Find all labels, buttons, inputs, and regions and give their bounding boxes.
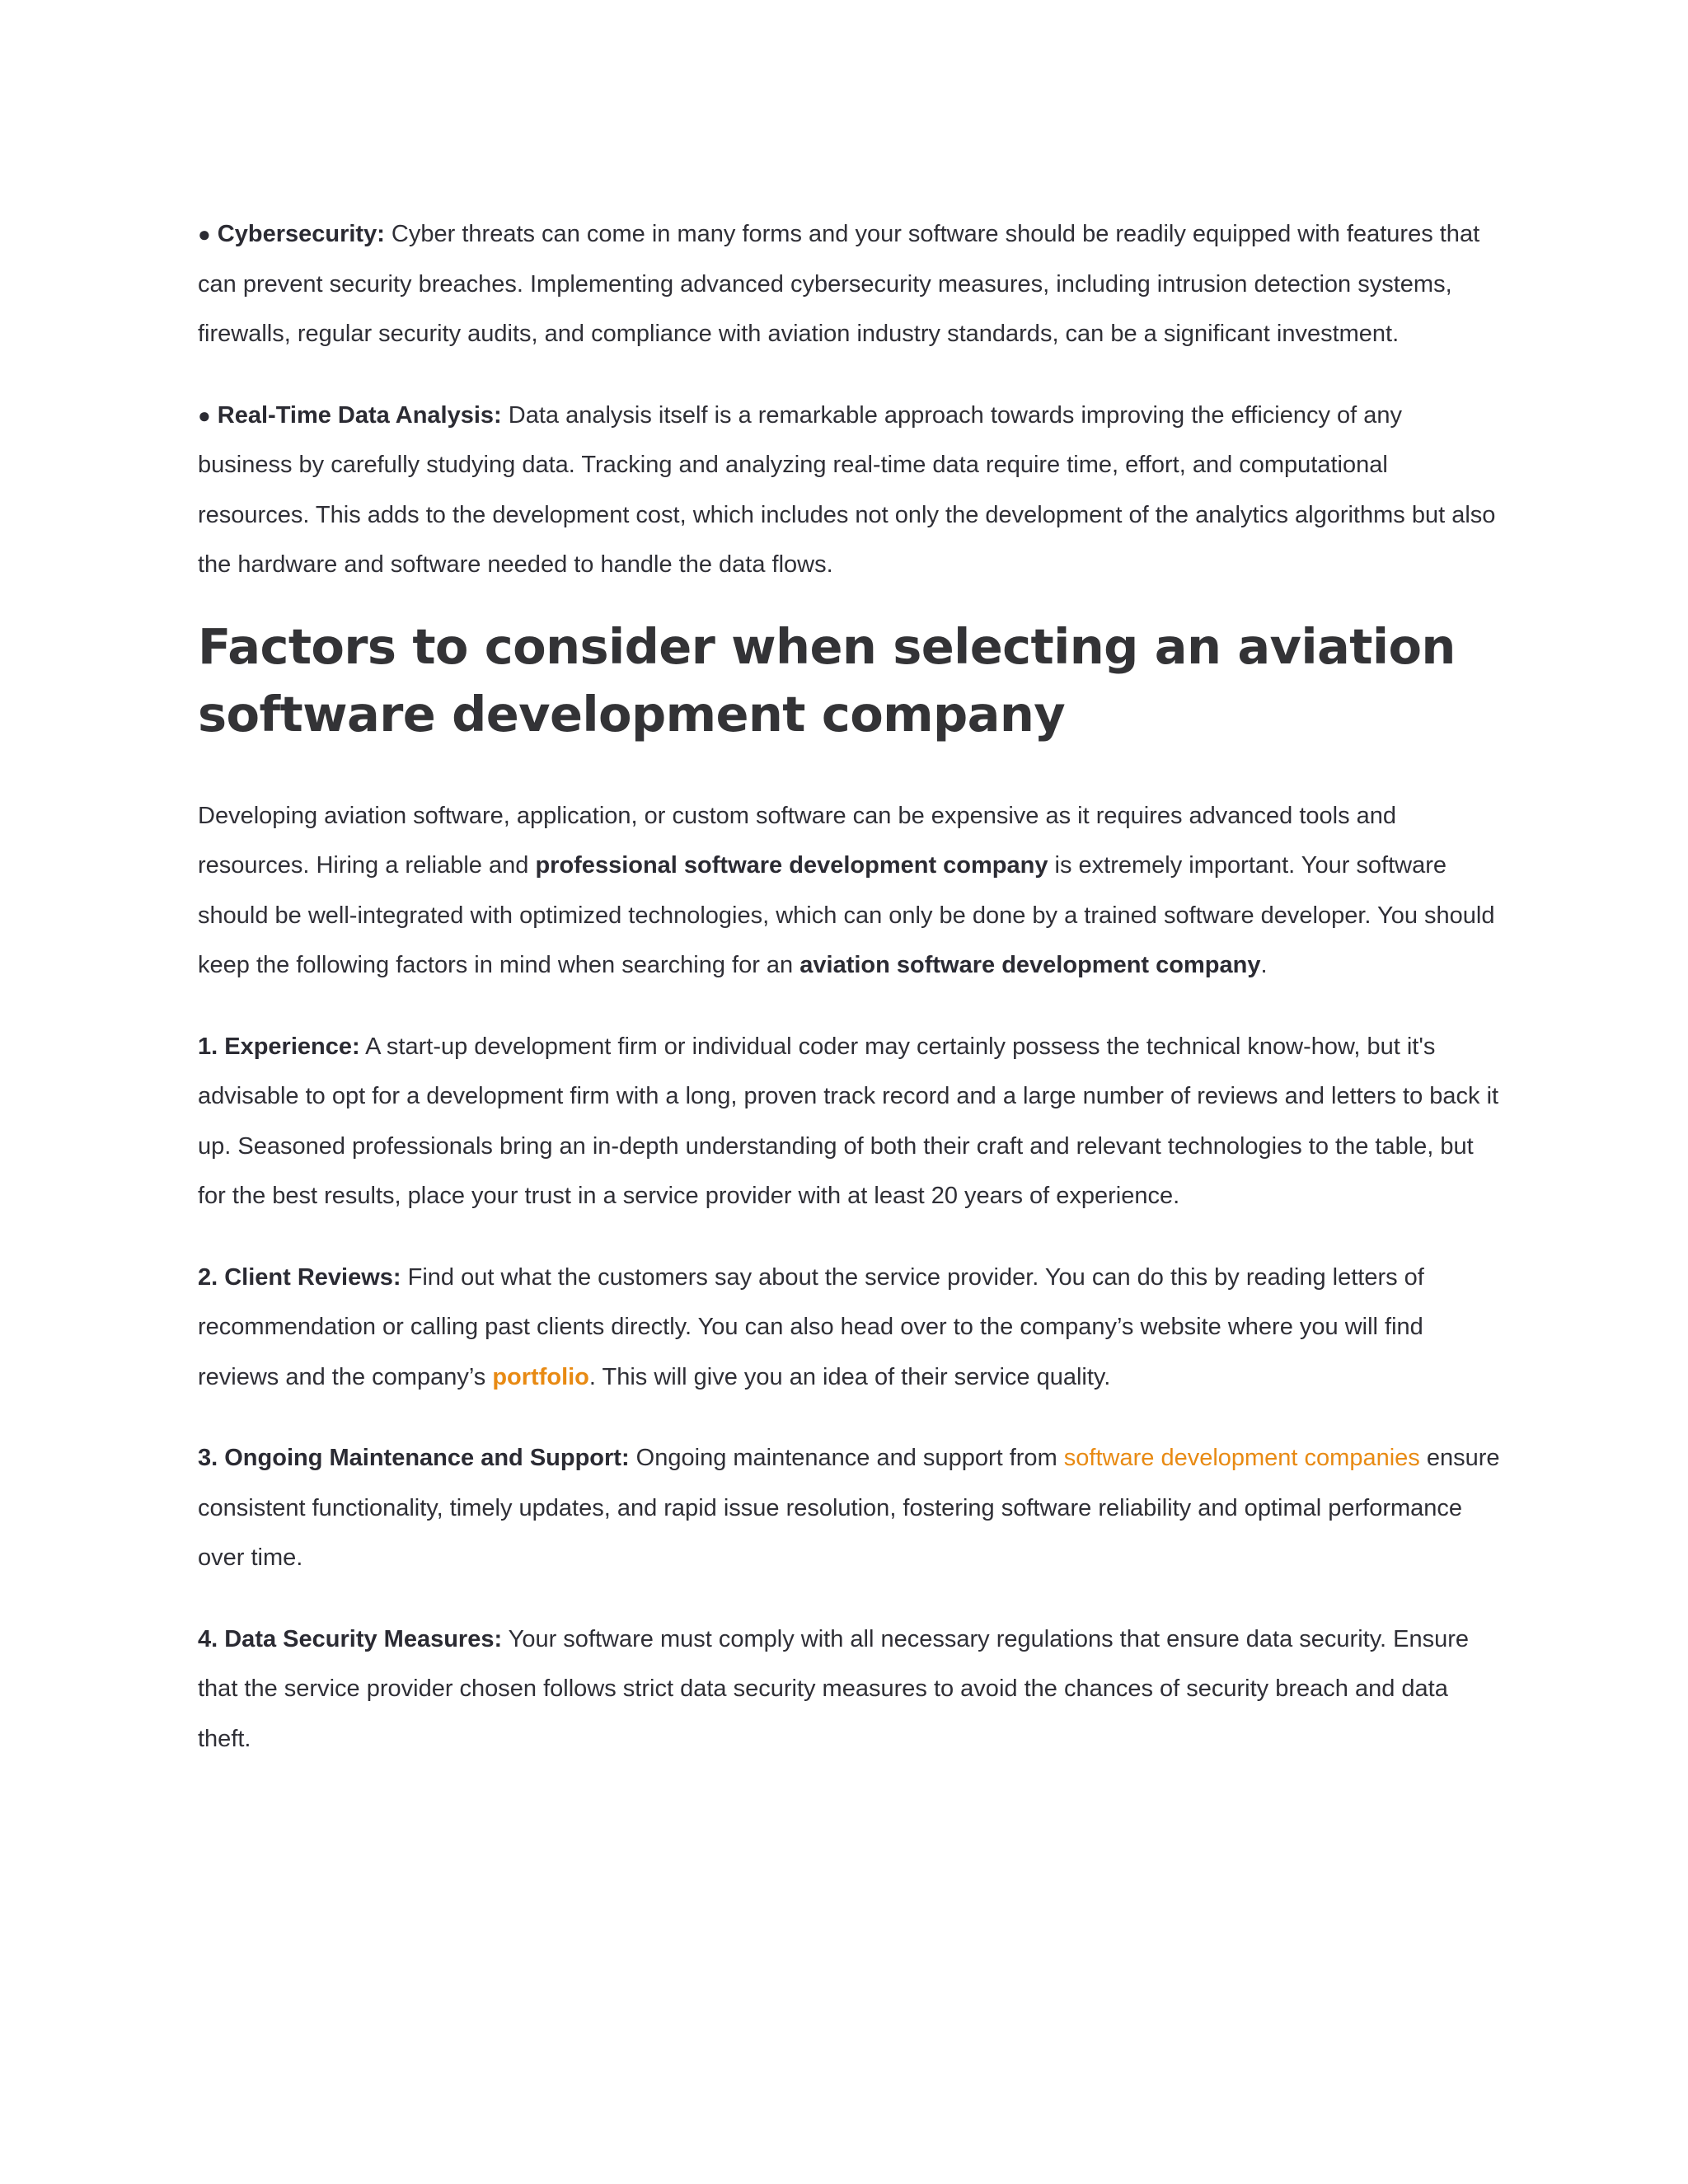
document-page — [198, 209, 1500, 1795]
label-client-reviews: 2. Client Reviews: — [198, 1263, 401, 1291]
portfolio-link[interactable]: portfolio — [492, 1363, 589, 1390]
text-maintenance-2: ensure consistent functionality, timely updates, and rapid issue resolution, fostering software reliability and optimal performance over time. — [198, 1445, 1500, 1571]
paragraph-experience — [198, 1022, 1500, 1221]
text-maintenance-1: Ongoing maintenance and support from — [629, 1445, 1064, 1471]
paragraph-realtime-data-analysis — [198, 391, 1500, 590]
intro-bold-1: professional software development company — [535, 852, 1048, 879]
label-data-security: 4. Data Security Measures: — [198, 1625, 503, 1652]
label-cybersecurity: Cybersecurity: — [217, 221, 385, 247]
text-client-reviews-2: . This will give you an idea of their service quality. — [588, 1363, 1111, 1390]
bullet-icon: ● — [198, 222, 211, 246]
text-experience: A start-up development firm or individual coder may certainly possess the technical know-how, but it's advisable to opt for a development firm with a long, proven track record and a large number of reviews and letters to back it up. Seasoned professionals bring an in-depth understanding of both their craft and relevant technologies to the table, but for the best results, place your trust in a service provider with at least 20 years of experience. — [198, 1033, 1499, 1209]
section-heading: Factors to consider when selecting an aviation software development company — [198, 617, 1456, 743]
paragraph-intro — [198, 791, 1500, 991]
intro-bold-2: aviation software development company — [799, 952, 1261, 978]
text-realtime-data-analysis: Data analysis itself is a remarkable approach towards improving the efficiency of any business by carefully studying data. Tracking and analyzing real-time data require time, effort, and computational resources. This adds to the development cost, which includes not only the development of the analytics algorithms but also the hardware and software needed to handle the data flows. — [198, 401, 1496, 578]
label-maintenance: 3. Ongoing Maintenance and Support: — [198, 1445, 630, 1471]
paragraph-client-reviews — [198, 1253, 1500, 1403]
paragraph-maintenance — [198, 1433, 1500, 1583]
text-client-reviews-1: Find out what the customers say about the service provider. You can do this by reading letters of recommendation or calling past clients directly. You can also head over to the company’s website where you will find reviews and the company’s — [198, 1263, 1424, 1390]
intro-text-3: . — [1260, 952, 1268, 978]
bullet-icon: ● — [198, 402, 211, 428]
text-cybersecurity: Cyber threats can come in many forms and your software should be readily equipped with features that can prevent security breaches. Implementing advanced cybersecurity measures, including intrusion detection systems, firewalls, regular security audits, and compliance with aviation industry standards, can be a significant investment. — [198, 221, 1480, 347]
intro-text-1: Developing aviation software, application, or custom software can be expensive as it requires advanced tools and resources. Hiring a reliable and — [198, 802, 1397, 879]
software-development-companies-link[interactable]: software development companies — [1063, 1445, 1420, 1471]
intro-text-2: is extremely important. Your software should be well-integrated with optimized technologies, which can only be done by a trained software developer. You should keep the following factors in mind when searching for an — [198, 852, 1495, 978]
text-data-security: Your software must comply with all necessary regulations that ensure data security. Ensure that the service provider chosen follows strict data security measures to avoid the chances of security breach and data theft. — [198, 1625, 1470, 1752]
label-experience: 1. Experience: — [198, 1033, 360, 1060]
paragraph-data-security — [198, 1615, 1500, 1765]
paragraph-cybersecurity — [198, 209, 1500, 359]
label-realtime-data-analysis: Real-Time Data Analysis: — [217, 401, 502, 429]
